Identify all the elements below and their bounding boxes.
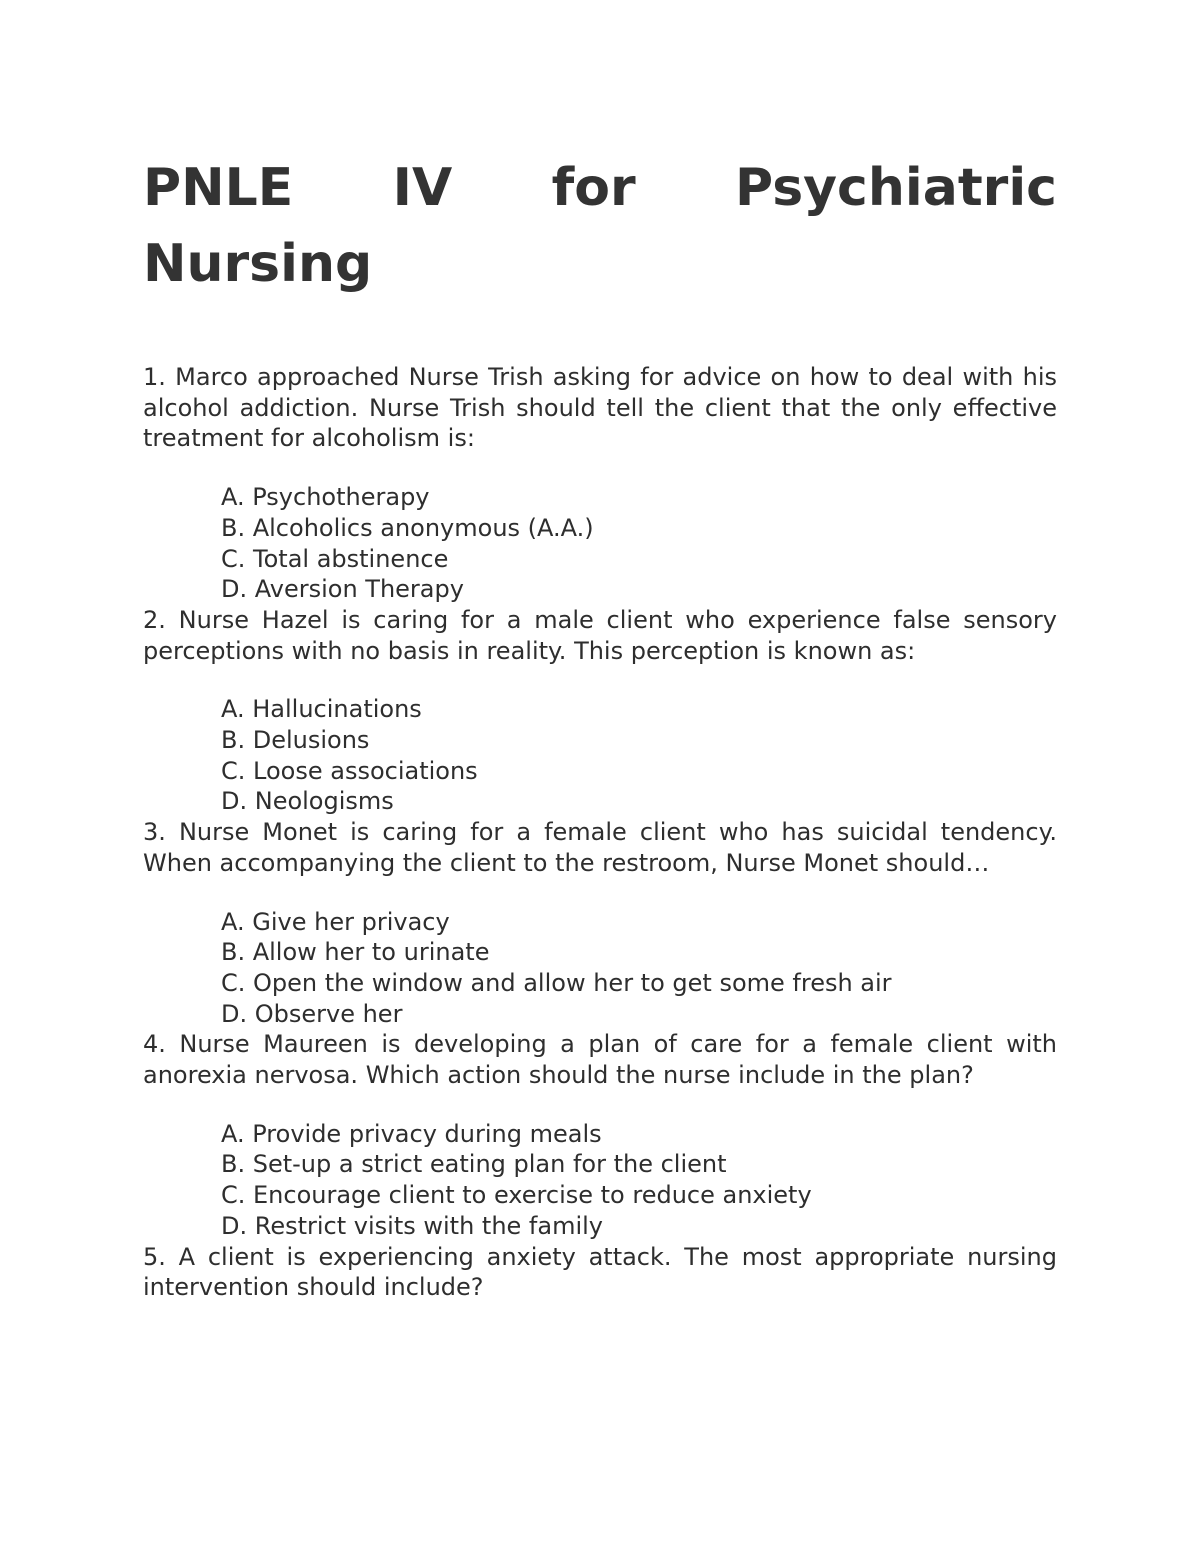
- question-3-options: [143, 907, 1057, 1030]
- option-item: C. Loose associations: [221, 756, 478, 785]
- question-1-options: [143, 482, 1057, 605]
- option-item: A. Provide privacy during meals: [221, 1119, 602, 1148]
- option-item: A. Psychotherapy: [221, 483, 430, 512]
- question-text: 4. Nurse Maureen is developing a plan of care for a female client with anorexia nervosa. Which action should the nurse include in the plan?: [143, 1030, 1057, 1090]
- question-2-options: [143, 694, 1057, 817]
- title-word: for: [551, 158, 636, 218]
- option-item: B. Alcoholics anonymous (A.A.): [221, 513, 594, 542]
- question-3: [143, 817, 1057, 878]
- page-title: [143, 150, 1057, 302]
- option-item: A. Hallucinations: [221, 695, 422, 724]
- title-word: PNLE: [143, 158, 294, 218]
- option-item: D. Aversion Therapy: [221, 575, 464, 604]
- question-1: [143, 362, 1057, 454]
- question-2: [143, 605, 1057, 666]
- option-item: D. Restrict visits with the family: [221, 1211, 604, 1240]
- option-item: C. Open the window and allow her to get some fresh air: [221, 968, 892, 997]
- title-word: Psychiatric: [735, 158, 1057, 218]
- option-item: B. Delusions: [221, 726, 370, 755]
- question-text: 2. Nurse Hazel is caring for a male client who experience false sensory perceptions with no basis in reality. This perception is known as:: [143, 605, 1057, 665]
- title-word: IV: [392, 158, 453, 218]
- title-line-1: [143, 150, 1057, 226]
- option-item: C. Total abstinence: [221, 544, 449, 573]
- option-item: C. Encourage client to exercise to reduce anxiety: [221, 1181, 812, 1210]
- question-text: 3. Nurse Monet is caring for a female client who has suicidal tendency. When accompanying the client to the restroom, Nurse Monet should…: [143, 818, 1057, 877]
- option-item: A. Give her privacy: [221, 907, 450, 936]
- document-page: [143, 150, 1057, 1303]
- option-item: B. Allow her to urinate: [221, 938, 490, 967]
- option-item: D. Neologisms: [221, 787, 394, 816]
- question-4: [143, 1029, 1057, 1090]
- question-text: 5. A client is experiencing anxiety attack. The most appropriate nursing intervention should include?: [143, 1242, 1057, 1302]
- question-5: [143, 1242, 1057, 1303]
- option-item: D. Observe her: [221, 999, 403, 1028]
- question-text: 1. Marco approached Nurse Trish asking for advice on how to deal with his alcohol addiction. Nurse Trish should tell the client that the only effective treatment for alcoholism is:: [143, 363, 1057, 453]
- option-item: B. Set-up a strict eating plan for the client: [221, 1150, 727, 1179]
- title-line-2: Nursing: [143, 234, 373, 294]
- question-4-options: [143, 1119, 1057, 1242]
